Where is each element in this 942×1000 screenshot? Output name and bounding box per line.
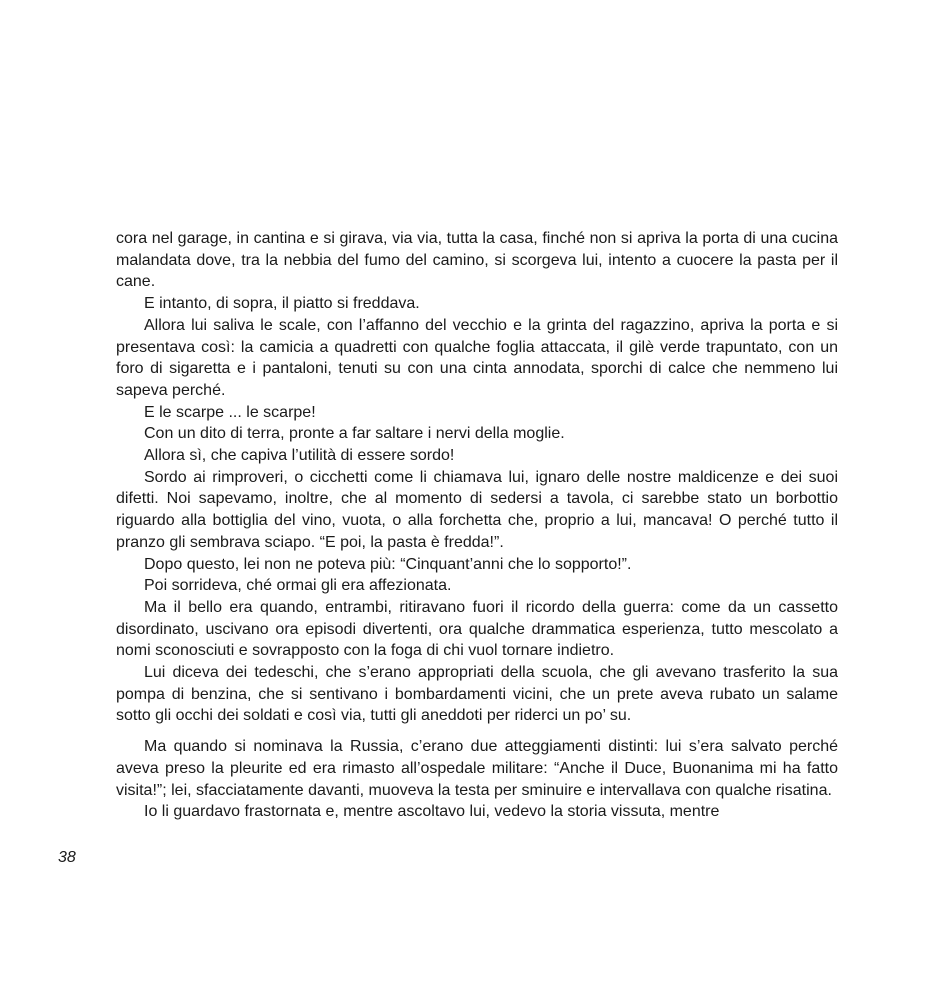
paragraph-4: E le scarpe ... le scarpe! bbox=[144, 403, 316, 421]
paragraph-10: Ma il bello era quando, entrambi, ritiravano fuori il ricordo della guerra: come da un cassetto disordinato, uscivano ora episodi divertenti, ora qualche drammatica esperienza, tutto mescolato a nomi sconosciuti e sovrapposto con la foga di chi vuol tornare indietro. bbox=[116, 598, 838, 660]
page-number: 38 bbox=[58, 849, 76, 866]
paragraph-2: E intanto, di sopra, il piatto si freddava. bbox=[144, 295, 420, 313]
paragraph-11: Lui diceva dei tedeschi, che s’erano appropriati della scuola, che gli avevano trasferito la sua pompa di benzina, che si sentivano i bombardamenti vicini, che un prete aveva rubato un salame sotto gli occhi dei soldati e così via, tutti gli aneddoti per riderci un po’ su. bbox=[116, 664, 838, 725]
paragraph-12: Ma quando si nominava la Russia, c’erano due atteggiamenti distinti: lui s’era salvato perché aveva preso la pleurite ed era rimasto all’ospedale militare: “Anche il Duce, Buonanima mi ha fatto visita!”; lei, sfacciatamente davanti, muoveva la testa per sminuire e intervallava con qualche risatina. bbox=[116, 738, 838, 799]
paragraph-3: Allora lui saliva le scale, con l’affanno del vecchio e la grinta del ragazzino, apriva la porta e si presentava così: la camicia a quadretti con qualche foglia attaccata, il gilè verde trapuntato, con un foro di sigaretta e i pantaloni, tenuti su con una cinta annodata, sporchi di calce che nemmeno lui sapeva perché. bbox=[116, 316, 838, 399]
paragraph-9: Poi sorrideva, ché ormai gli era affezionata. bbox=[144, 577, 452, 595]
paragraph-13: Io li guardavo frastornata e, mentre ascoltavo lui, vedevo la storia vissuta, mentre bbox=[144, 803, 720, 821]
body-text bbox=[116, 228, 838, 823]
paragraph-8: Dopo questo, lei non ne poteva più: “Cinquant’anni che lo sopporto!”. bbox=[144, 555, 632, 573]
paragraph-6: Allora sì, che capiva l’utilità di essere sordo! bbox=[144, 447, 455, 465]
paragraph-7: Sordo ai rimproveri, o cicchetti come li chiamava lui, ignaro delle nostre maldicenze e dei suoi difetti. Noi sapevamo, inoltre, che al momento di sedersi a tavola, ci sarebbe stato un borbottio riguardo alla bottiglia del vino, vuota, o alla forchetta che, proprio a lui, mancava! O perché tutto il pranzo gli sembrava sciapo. “E poi, la pasta è fredda!”. bbox=[116, 468, 838, 551]
paragraph-5: Con un dito di terra, pronte a far saltare i nervi della moglie. bbox=[144, 425, 565, 443]
paragraph-1: cora nel garage, in cantina e si girava, via via, tutta la casa, finché non si apriva la porta di una cucina malandata dove, tra la nebbia del fumo del camino, si scorgeva lui, intento a cuocere la pasta per il cane. bbox=[116, 230, 838, 291]
